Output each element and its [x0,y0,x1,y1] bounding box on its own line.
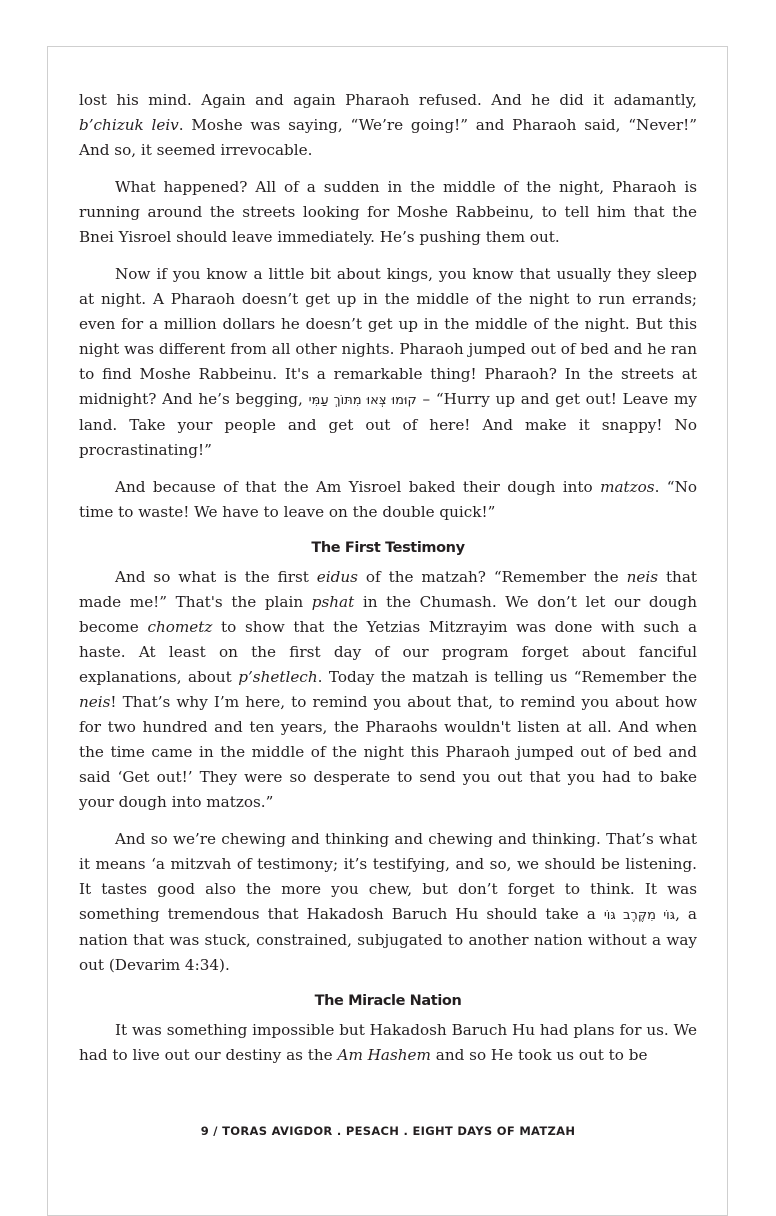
page-body [79,88,697,1080]
hebrew-quote: קוּמוּ צְּאוּ מִתּוֹךְ עַמִּי [308,393,417,408]
paragraph: Now if you know a little bit about kings, you know that usually they sleep at night. A Pharaoh doesn’t get up in the middle of the night to run errands; even for a million dollars he doesn’t get up in the middle of the night. But this night was different from all other nights. Pharaoh jumped out of bed and he ran to find Moshe Rabbeinu. It's a remarkable thing! Pharaoh? In the streets at midnight? And he’s begging, קוּמוּ צְּאוּ מִתּוֹךְ עַמִּי – “Hurry up and get out! Leave my land. Take your people and get out of here! And make it snappy! No procrastinating!” [79,265,697,459]
page-footer: 9 / TORAS AVIGDOR . PESACH . EIGHT DAYS OF MATZAH [200,1124,576,1138]
section-heading: The Miracle Nation [314,993,462,1009]
hebrew-quote: גּוֹי מִקֶּרֶב גּוֹי [603,908,676,923]
paragraph: lost his mind. Again and again Pharaoh refused. And he did it adamantly, b’chizuk leiv. Moshe was saying, “We’re going!” and Pharaoh said, “Never!” And so, it seemed irrevocable. [79,91,698,159]
paragraph: What happened? All of a sudden in the middle of the night, Pharaoh is running around the streets looking for Moshe Rabbeinu, to tell him that the Bnei Yisroel should leave immediately. He’s pushing them out. [79,178,697,246]
paragraph: And so what is the first eidus of the matzah? “Remember the neis that made me!” That's the plain pshat in the Chumash. We don’t let our dough become chometz to show that the Yetzias Mitzrayim was done with such a haste. At least on the first day of our program forget about fanciful explanations, about p’shetlech. Today the matzah is telling us “Remember the neis! That’s why I’m here, to remind you about that, to remind you about how for two hundred and ten years, the Pharaohs wouldn't listen at all. And when the time came in the middle of the night this Pharaoh jumped out of bed and said ‘Get out!’ They were so desperate to send you out that you had to bake your dough into matzos.” [79,568,697,811]
section-heading: The First Testimony [311,540,465,556]
paragraph: And so we’re chewing and thinking and chewing and thinking. That’s what it means ‘a mitzvah of testimony; it’s testifying, and so, we should be listening. It tastes good also the more you chew, but don’t forget to think. It was something tremendous that Hakadosh Baruch Hu should take a גּוֹי מִקֶּרֶב גּוֹי, a nation that was stuck, constrained, subjugated to another nation without a way out (Devarim 4:34). [79,830,697,974]
paragraph: And because of that the Am Yisroel baked their dough into matzos. “No time to waste! We have to leave on the double quick!” [79,478,697,521]
paragraph: It was something impossible but Hakadosh Baruch Hu had plans for us. We had to live out our destiny as the Am Hashem and so He took us out to be [79,1021,697,1064]
